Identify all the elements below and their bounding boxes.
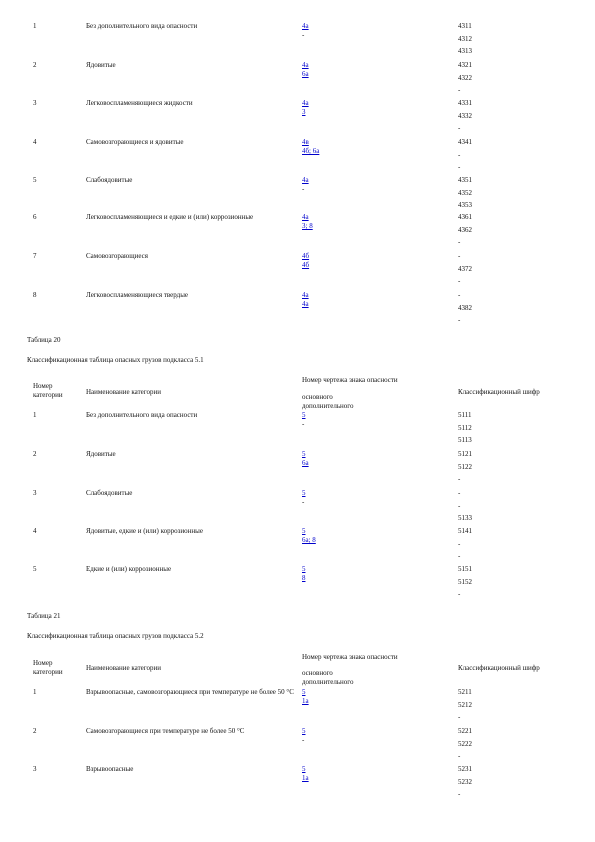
code-list <box>458 725 472 763</box>
header-classification-code: Классификационный шифр <box>458 664 540 672</box>
header-sign-subcolumns: основного дополнительного <box>302 393 354 410</box>
code: - <box>458 590 461 598</box>
code: 5232 <box>458 777 472 786</box>
row-number: 2 <box>33 61 37 69</box>
sign-link[interactable]: 5 <box>302 765 306 773</box>
code: 4382 <box>458 303 472 312</box>
category-name: Самовозгорающиеся и ядовитые <box>86 138 184 146</box>
code-list <box>458 563 472 601</box>
category-name: Ядовитые, едкие и (или) коррозионные <box>86 527 203 535</box>
code: 5111 <box>458 411 472 419</box>
code: 5151 <box>458 565 472 573</box>
code-list <box>458 525 472 563</box>
sign-links <box>302 411 306 429</box>
code: 5211 <box>458 688 472 696</box>
sign-links <box>302 291 309 309</box>
sign-link[interactable]: 5 <box>302 411 306 419</box>
header-category-number: Номер категории <box>33 382 63 399</box>
sign-link[interactable]: 5 <box>302 489 306 497</box>
code: 5152 <box>458 577 472 586</box>
sign-links <box>302 252 309 270</box>
sign-link[interactable]: 4б <box>302 252 310 260</box>
code: - <box>458 163 461 171</box>
code: - <box>458 489 461 497</box>
sign-link[interactable]: 4а <box>302 61 309 69</box>
code: - <box>458 86 461 94</box>
table-title: Классификационная таблица опасных грузов подкласса 5.2 <box>27 632 204 640</box>
code: 5141 <box>458 527 472 535</box>
no-sign-dash: - <box>302 185 305 193</box>
category-name: Самовозгорающиеся <box>86 252 149 260</box>
sign-link[interactable]: 4а <box>302 176 309 184</box>
sign-link[interactable]: 5 <box>302 565 306 573</box>
header-sign-subcolumns: основного дополнительного <box>302 669 354 686</box>
sign-links <box>302 138 319 156</box>
sign-links <box>302 565 306 583</box>
code: - <box>458 790 461 798</box>
code: - <box>458 752 461 760</box>
code: 4313 <box>458 47 472 55</box>
category-name: Взрывоопасные, самовозгорающиеся при температуре не более 50 °С <box>86 688 294 696</box>
code: - <box>458 501 461 510</box>
sign-link[interactable]: 4а <box>302 213 309 221</box>
code: 5221 <box>458 727 472 735</box>
sign-link[interactable]: 4а <box>302 22 309 30</box>
row-number: 2 <box>33 450 37 458</box>
code: 5112 <box>458 423 472 432</box>
sign-link[interactable]: 4б; 6а <box>302 147 320 155</box>
row-number: 5 <box>33 565 37 573</box>
category-name: Ядовитые <box>86 61 116 69</box>
sign-link[interactable]: 4б <box>302 261 310 269</box>
sign-links <box>302 61 309 79</box>
sign-link[interactable]: 5 <box>302 450 306 458</box>
code: - <box>458 291 461 299</box>
sign-link[interactable]: 4а <box>302 291 309 299</box>
sign-links <box>302 527 316 545</box>
code: 5212 <box>458 700 472 709</box>
header-classification-code: Классификационный шифр <box>458 388 540 396</box>
sign-link[interactable]: 4в <box>302 138 309 146</box>
code-list <box>458 763 472 801</box>
row-number: 3 <box>33 765 37 773</box>
row-number: 3 <box>33 489 37 497</box>
category-name: Взрывоопасные <box>86 765 134 773</box>
code: 5121 <box>458 450 472 458</box>
code: - <box>458 713 461 721</box>
code-list <box>458 487 472 525</box>
no-sign-dash: - <box>302 498 305 506</box>
code-list <box>458 174 472 212</box>
sign-links <box>302 489 306 507</box>
sign-link[interactable]: 5 <box>302 527 306 535</box>
table-caption: Таблица 20 <box>27 336 61 344</box>
category-name: Ядовитые <box>86 450 116 458</box>
category-name: Без дополнительного вида опасности <box>86 22 198 30</box>
row-number: 4 <box>33 138 37 146</box>
code: 5222 <box>458 739 472 748</box>
code: 5133 <box>458 514 472 522</box>
code: 4351 <box>458 176 472 184</box>
code-list <box>458 59 472 97</box>
sign-links <box>302 450 309 468</box>
sign-link[interactable]: 6а; 8 <box>302 536 316 544</box>
code: 4331 <box>458 99 472 107</box>
row-number: 2 <box>33 727 37 735</box>
code: 4353 <box>458 201 472 209</box>
category-name: Слабоядовитые <box>86 176 133 184</box>
row-number: 7 <box>33 252 37 260</box>
no-sign-dash: - <box>302 31 305 39</box>
code: 4361 <box>458 213 472 221</box>
sign-links <box>302 22 309 40</box>
code-list <box>458 211 472 249</box>
table-caption: Таблица 21 <box>27 612 61 620</box>
code-list <box>458 250 472 288</box>
category-name: Легковоспламеняющиеся жидкости <box>86 99 193 107</box>
sign-links <box>302 765 309 783</box>
code: 4312 <box>458 34 472 43</box>
no-sign-dash: - <box>302 736 305 744</box>
no-sign-dash: - <box>302 420 305 428</box>
code: 4372 <box>458 264 472 273</box>
sign-link[interactable]: 4а <box>302 300 309 308</box>
code: 4341 <box>458 138 472 146</box>
code: - <box>458 539 461 548</box>
code: 4332 <box>458 111 472 120</box>
code: 4362 <box>458 225 472 234</box>
sign-link[interactable]: 6а <box>302 70 309 78</box>
sign-link[interactable]: 3; 8 <box>302 222 313 230</box>
sign-link[interactable]: 4а <box>302 99 309 107</box>
row-number: 1 <box>33 688 37 696</box>
category-name: Самовозгорающиеся при температуре не более 50 °С <box>86 727 245 735</box>
code-list <box>458 448 472 486</box>
category-name: Легковоспламеняющиеся твердые <box>86 291 189 299</box>
header-sign-number: Номер чертежа знака опасности <box>302 376 398 384</box>
code: - <box>458 277 461 285</box>
code: - <box>458 124 461 132</box>
sign-link[interactable]: 5 <box>302 688 306 696</box>
sign-link[interactable]: 5 <box>302 727 306 735</box>
row-number: 8 <box>33 291 37 299</box>
row-number: 1 <box>33 411 37 419</box>
code: - <box>458 252 461 260</box>
code: - <box>458 316 461 324</box>
code: 4322 <box>458 73 472 82</box>
sign-link[interactable]: 8 <box>302 574 306 582</box>
header-category-name: Наименование категории <box>86 664 161 672</box>
code: 4321 <box>458 61 472 69</box>
sign-link[interactable]: 1а <box>302 774 309 782</box>
sign-links <box>302 688 309 706</box>
code: 5113 <box>458 436 472 444</box>
code: 4352 <box>458 188 472 197</box>
row-number: 4 <box>33 527 37 535</box>
category-name: Легковоспламеняющиеся и едкие и (или) коррозионные <box>86 213 254 221</box>
code: - <box>458 238 461 246</box>
row-number: 5 <box>33 176 37 184</box>
row-number: 6 <box>33 213 37 221</box>
category-name: Едкие и (или) коррозионные <box>86 565 172 573</box>
code-list <box>458 289 472 327</box>
category-name: Без дополнительного вида опасности <box>86 411 198 419</box>
code-list <box>458 409 472 447</box>
table-title: Классификационная таблица опасных грузов подкласса 5.1 <box>27 356 204 364</box>
code: 5122 <box>458 462 472 471</box>
code: - <box>458 552 461 560</box>
code-list <box>458 136 472 174</box>
code-list <box>458 20 472 58</box>
sign-links <box>302 213 313 231</box>
code-list <box>458 686 472 724</box>
row-number: 3 <box>33 99 37 107</box>
sign-link[interactable]: 1а <box>302 697 309 705</box>
sign-links <box>302 727 306 745</box>
code-list <box>458 97 472 135</box>
sign-links <box>302 99 309 117</box>
sign-link[interactable]: 6а <box>302 459 309 467</box>
sign-link[interactable]: 3 <box>302 108 306 116</box>
header-sign-number: Номер чертежа знака опасности <box>302 653 398 661</box>
code: 5231 <box>458 765 472 773</box>
code: - <box>458 150 461 159</box>
sign-links <box>302 176 309 194</box>
category-name: Слабоядовитые <box>86 489 133 497</box>
row-number: 1 <box>33 22 37 30</box>
header-category-number: Номер категории <box>33 659 63 676</box>
header-category-name: Наименование категории <box>86 388 161 396</box>
code: - <box>458 475 461 483</box>
code: 4311 <box>458 22 472 30</box>
